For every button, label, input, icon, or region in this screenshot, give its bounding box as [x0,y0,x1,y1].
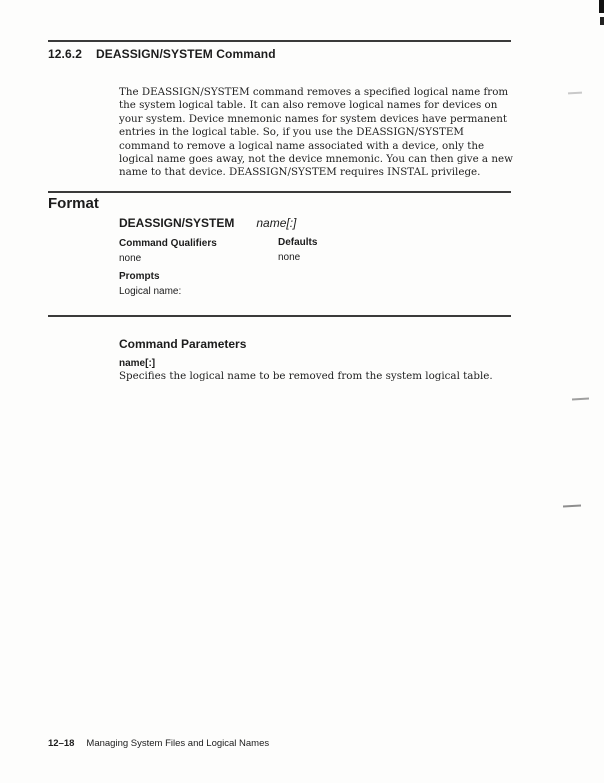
format-heading: Format [48,195,99,212]
scan-artifact-corner-mark [599,0,604,13]
prompts-header: Prompts [119,271,160,282]
command-name: DEASSIGN/SYSTEM [119,216,235,230]
footer-book-title: Managing System Files and Logical Names [86,738,270,749]
parameter-description: Specifies the logical name to be removed from the system logical table. [119,370,493,382]
qualifiers-value: none [119,253,142,264]
scan-artifact-edge-dash [563,505,581,508]
parameter-name: name[:] [119,358,156,369]
defaults-column-header: Defaults [278,237,318,248]
qualifiers-column-header: Command Qualifiers [119,238,217,249]
footer-page-number: 12–18 [48,738,75,749]
section-heading [48,47,276,61]
command-parameters-heading: Command Parameters [119,337,247,351]
page-footer [48,738,269,749]
header-rule [48,40,511,42]
command-syntax-line [119,216,296,230]
scan-artifact-edge-dash [568,92,582,95]
format-section-rule [48,191,511,193]
command-parameter: name[:] [256,216,297,230]
command-description-paragraph: The DEASSIGN/SYSTEM command removes a specified logical name from the system logical table. It can also remove logical names for devices on your system. Device mnemonic names for system devices have permanent entries in the logical table. So, if you use the DEASSIGN/SYSTEM command to remove a logical name associated with a device, only the logical name goes away, not the device mnemonic. You can then give a new name to that device. DEASSIGN/SYSTEM requires INSTAL privilege. [119,86,513,179]
section-number: 12.6.2 [48,47,82,61]
defaults-value: none [278,252,301,263]
scan-artifact-edge-dash [572,398,589,401]
prompt-value: Logical name: [119,286,182,297]
section-title: DEASSIGN/SYSTEM Command [95,47,276,61]
scan-artifact-corner-mark [600,17,604,25]
parameters-section-rule [48,315,511,317]
